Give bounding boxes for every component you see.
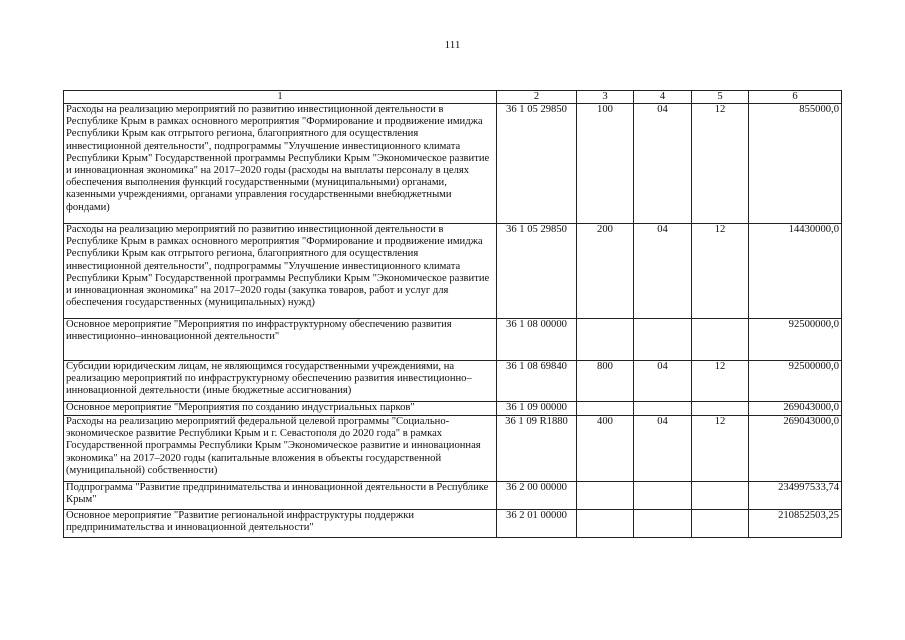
table-header-row [64, 91, 842, 104]
column-header-3: 3 [577, 91, 634, 104]
column-header-4: 4 [634, 91, 692, 104]
row-code: 36 1 05 29850 [497, 224, 577, 319]
row-description: Основное мероприятие "Развитие региональной инфраструктуры поддержки предпринимательства и инновационной деятельности" [64, 510, 497, 538]
row-col3 [577, 510, 634, 538]
row-col4: 04 [634, 416, 692, 482]
row-description: Подпрограмма "Развитие предпринимательства и инновационной деятельности в Республике Крым" [64, 482, 497, 510]
row-col5 [692, 402, 749, 416]
budget-table [63, 90, 842, 538]
row-col5 [692, 319, 749, 361]
row-amount: 92500000,0 [749, 361, 842, 402]
column-header-5: 5 [692, 91, 749, 104]
row-col5: 12 [692, 361, 749, 402]
column-header-1: 1 [64, 91, 497, 104]
row-description: Основное мероприятие "Мероприятия по инфраструктурному обеспечению развития инвестиционно–инновационной деятельности" [64, 319, 497, 361]
table-row [64, 224, 842, 319]
row-col5: 12 [692, 416, 749, 482]
row-col3 [577, 319, 634, 361]
row-code: 36 1 05 29850 [497, 104, 577, 224]
row-amount: 210852503,25 [749, 510, 842, 538]
row-col5: 12 [692, 104, 749, 224]
row-amount: 855000,0 [749, 104, 842, 224]
row-col3 [577, 482, 634, 510]
table-row [64, 402, 842, 416]
row-amount: 269043000,0 [749, 416, 842, 482]
row-col4 [634, 402, 692, 416]
table-row [64, 319, 842, 361]
row-col5: 12 [692, 224, 749, 319]
row-col5 [692, 510, 749, 538]
row-code: 36 1 09 R1880 [497, 416, 577, 482]
row-col4: 04 [634, 361, 692, 402]
row-col3: 200 [577, 224, 634, 319]
row-amount: 92500000,0 [749, 319, 842, 361]
row-code: 36 1 09 00000 [497, 402, 577, 416]
row-col4 [634, 510, 692, 538]
row-amount: 234997533,74 [749, 482, 842, 510]
page-number: 111 [444, 39, 461, 51]
row-col4 [634, 319, 692, 361]
row-col3: 400 [577, 416, 634, 482]
row-description: Основное мероприятие "Мероприятия по созданию индустриальных парков" [64, 402, 497, 416]
row-code: 36 1 08 00000 [497, 319, 577, 361]
row-description: Субсидии юридическим лицам, не являющимся государственными учреждениями, на реализацию мероприятий по инфраструктурному обеспечению развития инвестиционно–инновационной деятельности (иные бюджетные ассигнования) [64, 361, 497, 402]
table-row [64, 104, 842, 224]
table-row [64, 482, 842, 510]
row-amount: 14430000,0 [749, 224, 842, 319]
row-amount: 269043000,0 [749, 402, 842, 416]
row-description: Расходы на реализацию мероприятий федеральной целевой программы "Социально-экономическое развитие Республики Крым и г. Севастополя до 2020 года" в рамках Государственной программы Республики Крым "Экономическое развитие и инновационная экономика" на 2017–2020 годы (капитальные вложения в объекты государственной (муниципальной) собственности) [64, 416, 497, 482]
table-row [64, 416, 842, 482]
row-code: 36 1 08 69840 [497, 361, 577, 402]
row-col5 [692, 482, 749, 510]
row-description: Расходы на реализацию мероприятий по развитию инвестиционной деятельности в Республике Крым в рамках основного мероприятия "Формирование и продвижение имиджа Республики Крым как отгрытого региона, благоприятного для осуществления инвестиционной деятельности", подпрограммы "Улучшение инвестиционного климата Республики Крым" Государственной программы Республики Крым "Экономическое развитие и инновационная экономика" на 2017–2020 годы (расходы на выплаты персоналу в целях обеспечения выполнения функций государственными (муниципальными) органами, казенными учреждениями, органами управления государственными внебюджетными фондами) [64, 104, 497, 224]
row-col4 [634, 482, 692, 510]
row-code: 36 2 01 00000 [497, 510, 577, 538]
column-header-6: 6 [749, 91, 842, 104]
row-description: Расходы на реализацию мероприятий по развитию инвестиционной деятельности в Республике Крым в рамках основного мероприятия "Формирование и продвижение имиджа Республики Крым как отгрытого региона, благоприятного для осуществления инвестиционной деятельности", подпрограммы "Улучшение инвестиционного климата Республики Крым" Государственной программы Республики Крым "Экономическое развитие и инновационная экономика" на 2017–2020 годы (закупка товаров, работ и услуг для обеспечения государственных (муниципальных) нужд) [64, 224, 497, 319]
row-col4: 04 [634, 104, 692, 224]
table-row [64, 510, 842, 538]
row-col3: 800 [577, 361, 634, 402]
row-col4: 04 [634, 224, 692, 319]
row-col3: 100 [577, 104, 634, 224]
column-header-2: 2 [497, 91, 577, 104]
table-row [64, 361, 842, 402]
row-code: 36 2 00 00000 [497, 482, 577, 510]
row-col3 [577, 402, 634, 416]
